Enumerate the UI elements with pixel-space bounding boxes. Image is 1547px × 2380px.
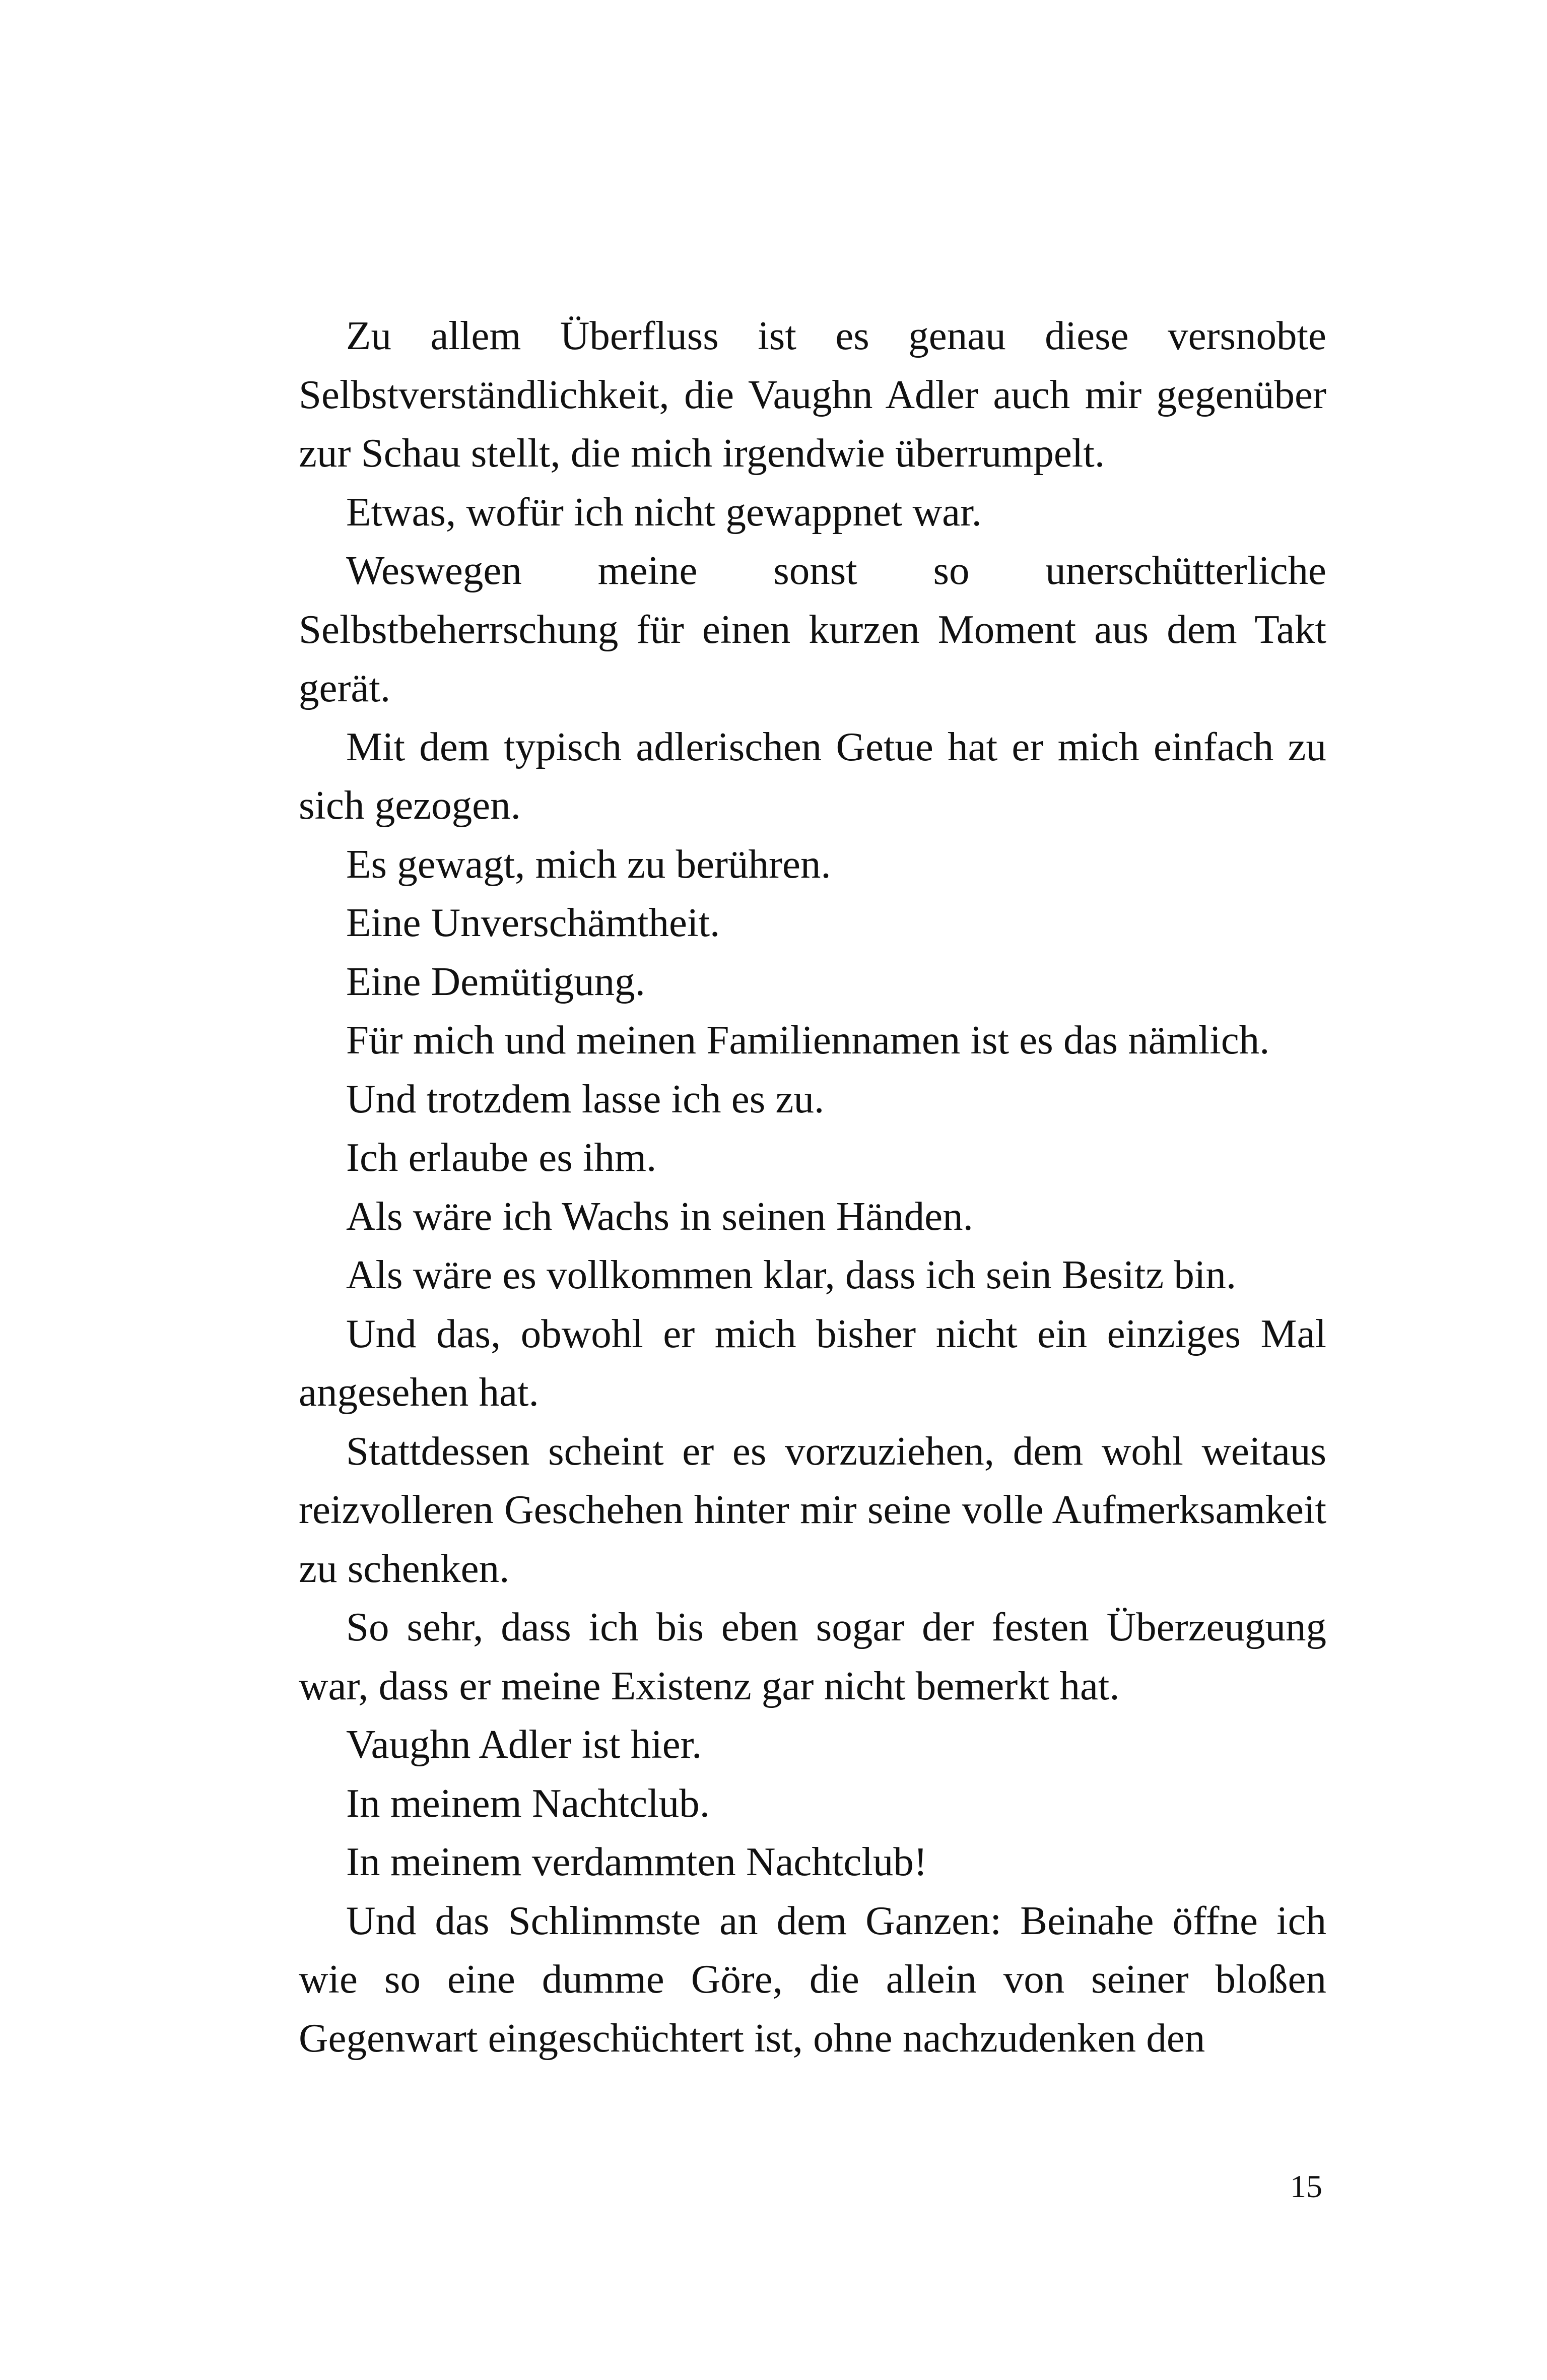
- paragraph: Eine Demütigung.: [346, 958, 645, 1004]
- paragraph: So sehr, dass ich bis eben sogar der festen Überzeugung war, dass er meine Existenz gar nicht bemerkt hat.: [299, 1604, 1326, 1708]
- paragraph: Es gewagt, mich zu berühren.: [346, 841, 831, 887]
- paragraph: Für mich und meinen Familiennamen ist es das nämlich.: [346, 1017, 1270, 1063]
- paragraph: Ich erlaube es ihm.: [346, 1135, 657, 1180]
- body-text: [299, 306, 1326, 2067]
- paragraph: Stattdessen scheint er es vorzuziehen, dem wohl weitaus reizvolleren Geschehen hinter mir seine volle Aufmerksamkeit zu schenken.: [299, 1428, 1326, 1591]
- paragraph: Zu allem Überfluss ist es genau diese versnobte Selbstverständlichkeit, die Vaughn Adler auch mir gegenüber zur Schau stellt, die mich irgendwie überrumpelt.: [299, 313, 1326, 476]
- paragraph: Und trotzdem lasse ich es zu.: [346, 1076, 825, 1121]
- paragraph: Etwas, wofür ich nicht gewappnet war.: [346, 489, 982, 535]
- paragraph: Als wäre es vollkommen klar, dass ich sein Besitz bin.: [346, 1252, 1237, 1297]
- paragraph: In meinem Nachtclub.: [346, 1780, 710, 1826]
- page-number: 15: [1290, 2168, 1322, 2204]
- paragraph: Und das, obwohl er mich bisher nicht ein einziges Mal angesehen hat.: [299, 1310, 1326, 1415]
- paragraph: In meinem verdammten Nachtclub!: [346, 1839, 927, 1884]
- paragraph: Eine Unverschämtheit.: [346, 900, 720, 945]
- paragraph: Vaughn Adler ist hier.: [346, 1722, 702, 1767]
- paragraph: Als wäre ich Wachs in seinen Händen.: [346, 1193, 973, 1239]
- paragraph: Weswegen meine sonst so unerschütterliche Selbstbeherrschung für einen kurzen Moment aus dem Takt gerät.: [299, 548, 1326, 710]
- paragraph: Und das Schlimmste an dem Ganzen: Beinahe öffne ich wie so eine dumme Göre, die allein von seiner bloßen Gegenwart eingeschüchtert ist, ohne nachzudenken den: [299, 1897, 1326, 2061]
- paragraph: Mit dem typisch adlerischen Getue hat er mich einfach zu sich gezogen.: [299, 723, 1326, 828]
